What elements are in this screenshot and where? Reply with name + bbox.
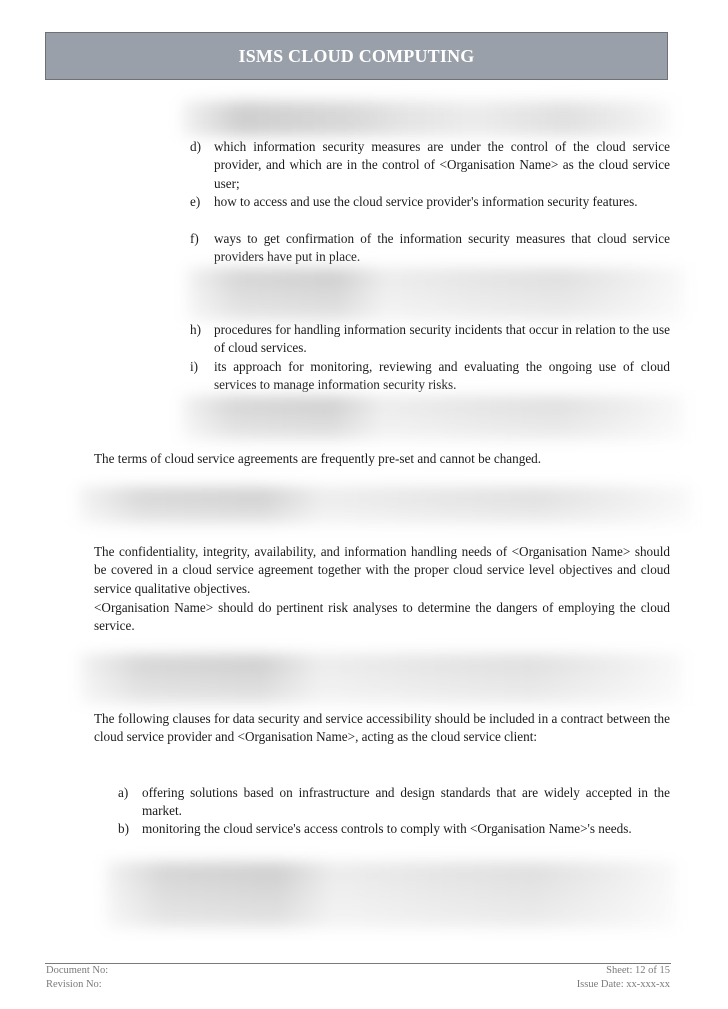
list-marker: f) <box>190 231 199 246</box>
paragraph-clauses: The following clauses for data security and service accessibility should be included in a contract between the cloud service provider and <Organisation Name>, acting as the cloud service client: <box>94 711 670 745</box>
list-marker: i) <box>190 359 199 374</box>
list-marker: d) <box>190 139 201 154</box>
redacted-block <box>79 487 691 524</box>
footer-revision-no: Revision No: <box>46 979 102 990</box>
list-text: offering solutions based on infrastructure and design standards that are widely accepted in the market. <box>142 785 670 819</box>
page-title: ISMS CLOUD COMPUTING <box>238 45 475 66</box>
list-item-h <box>190 321 670 358</box>
list-text: procedures for handling information security incidents that occur in relation to the use of cloud services. <box>214 322 670 356</box>
header-band <box>45 32 668 80</box>
list-item-f <box>190 230 670 267</box>
redacted-block <box>182 396 684 440</box>
list-item-d <box>190 138 670 193</box>
list-marker: e) <box>190 194 201 209</box>
list-item-e <box>190 193 670 211</box>
redacted-block <box>80 654 682 704</box>
list-marker: b) <box>118 821 129 836</box>
list-text: monitoring the cloud service's access controls to comply with <Organisation Name>'s needs. <box>142 821 632 836</box>
redacted-block <box>182 101 672 136</box>
list-item-i <box>190 358 670 395</box>
footer-sheet: Sheet: 12 of 15 <box>606 965 670 976</box>
footer-divider <box>45 963 671 964</box>
list-text: ways to get confirmation of the information security measures that cloud service providers have put in place. <box>214 231 670 265</box>
list-marker: a) <box>118 785 129 800</box>
paragraph-risk: <Organisation Name> should do pertinent risk analyses to determine the dangers of employing the cloud service. <box>94 600 670 634</box>
list-text: its approach for monitoring, reviewing and evaluating the ongoing use of cloud services to manage information security risks. <box>214 359 670 393</box>
list-text: how to access and use the cloud service provider's information security features. <box>214 194 638 209</box>
list-marker: h) <box>190 322 201 337</box>
list-text: which information security measures are under the control of the cloud service provider, and which are in the control of <Organisation Name> as the cloud service user; <box>214 139 670 191</box>
redacted-block <box>187 268 685 321</box>
paragraph-cia: The confidentiality, integrity, availability, and information handling needs of <Organisation Name> should be covered in a cloud service agreement together with the proper cloud service level objectives and cloud service qualitative objectives. <box>94 544 670 596</box>
list-item-a <box>118 784 670 821</box>
paragraph-terms: The terms of cloud service agreements are frequently pre-set and cannot be changed. <box>94 451 542 466</box>
footer-issue-date: Issue Date: xx-xxx-xx <box>576 979 670 990</box>
redacted-block <box>106 862 676 928</box>
footer-document-no: Document No: <box>46 965 109 976</box>
list-item-b <box>118 820 670 838</box>
